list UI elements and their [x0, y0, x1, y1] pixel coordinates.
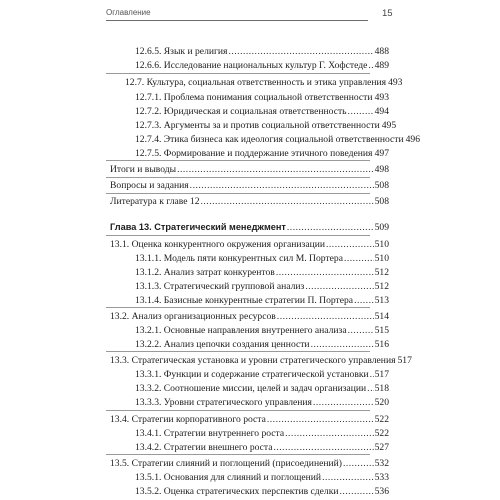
- toc-entry-page: 512: [374, 281, 389, 292]
- toc-dot-leader: [267, 413, 374, 426]
- toc-entry-title: 13.3.1. Функции и содержание стратегической установки: [135, 369, 369, 380]
- toc-entry-page: 494: [374, 106, 389, 117]
- toc-dot-leader: [190, 179, 374, 192]
- toc-entry-title: 13.1.3. Стратегический групповой анализ: [135, 281, 305, 292]
- toc-entry: [110, 163, 389, 176]
- toc-entry: [135, 147, 389, 160]
- toc-entry-page: 522: [374, 414, 389, 425]
- toc-entry: [110, 195, 389, 208]
- toc-entry-page: 516: [374, 339, 389, 350]
- toc-dot-leader: [277, 310, 374, 323]
- toc-entry-page: 508: [374, 196, 389, 207]
- toc-entry-page: 495: [381, 120, 397, 131]
- toc-separator: [106, 235, 370, 236]
- toc-entry: [135, 338, 389, 351]
- toc-entry-title: 13.3.2. Соотношение миссии, целей и задач организации: [135, 383, 367, 394]
- toc-entry-title: 12.7. Культура, социальная ответственность и этика управления: [125, 77, 387, 88]
- toc-dot-leader: [311, 338, 374, 351]
- toc-entry-title: 13.5.1. Основания для слияний и поглощений: [135, 472, 322, 483]
- toc-entry-page: 514: [374, 311, 389, 322]
- toc-entry-page: 510: [374, 253, 389, 264]
- toc-dot-leader: [326, 238, 374, 251]
- toc-entry-title: 13.3. Стратегическая установка и уровни стратегического управления: [110, 355, 396, 366]
- toc-entry-title: Литература к главе 12: [110, 196, 200, 207]
- toc-entry: [110, 310, 389, 323]
- page-number: 15: [382, 8, 393, 19]
- toc-dot-leader: [322, 471, 374, 484]
- toc-entry-title: Глава 13. Стратегический менеджмент: [110, 222, 286, 232]
- toc-entry-title: Вопросы и задания: [110, 180, 189, 191]
- toc-separator: [106, 160, 370, 161]
- toc-entry: [125, 76, 403, 89]
- toc-entry-page: 488: [374, 46, 389, 57]
- toc-entry: [135, 427, 389, 440]
- toc-entry-title: 12.7.3. Аргументы за и против социальной ответственности: [135, 120, 380, 131]
- toc-entry-page: 512: [374, 267, 389, 278]
- toc-entry: [135, 485, 389, 498]
- toc-entry: [110, 354, 412, 367]
- toc-entry-page: 533: [374, 472, 389, 483]
- toc-dot-leader: [305, 280, 373, 293]
- toc-dot-leader: [368, 59, 373, 72]
- toc-entry-page: 517: [374, 369, 389, 380]
- toc-dot-leader: [201, 195, 374, 208]
- toc-entry-page: 493: [374, 92, 389, 103]
- toc-entry-title: Итоги и выводы: [110, 164, 177, 175]
- toc-entry-title: 13.3.3. Уровни стратегического управления: [135, 397, 312, 408]
- toc-entry-page: 513: [374, 295, 389, 306]
- toc-dot-leader: [228, 45, 373, 58]
- toc-entry-title: 13.2. Анализ организационных ресурсов: [110, 311, 276, 322]
- toc-separator: [106, 193, 370, 194]
- toc-entry-title: 12.7.4. Этика бизнеса как идеология социальной ответственности: [135, 134, 404, 145]
- toc-entry: [135, 59, 389, 72]
- toc-entry: [135, 252, 389, 265]
- toc-entry-page: 532: [374, 458, 389, 469]
- toc-dot-leader: [367, 382, 373, 395]
- toc-dot-leader: [348, 324, 374, 337]
- toc-entry-page: 508: [374, 180, 389, 191]
- toc-separator: [106, 410, 370, 411]
- toc-entry: [110, 238, 389, 251]
- toc-separator: [106, 73, 370, 74]
- toc-entry-title: 12.7.5. Формирование и поддержание этичного поведения: [135, 148, 373, 159]
- toc-entry-page: 510: [374, 239, 389, 250]
- toc-entry-title: 13.2.1. Основные направления внутреннего анализа: [135, 325, 347, 336]
- toc-entry-page: 498: [374, 164, 389, 175]
- toc-separator: [106, 307, 370, 308]
- toc-entry: [110, 413, 389, 426]
- toc-entry-title: 12.6.5. Язык и религия: [135, 46, 228, 57]
- toc-dot-leader: [177, 163, 374, 176]
- toc-entry: [110, 457, 389, 470]
- toc-entry: [135, 368, 389, 381]
- toc-entry: [135, 280, 389, 293]
- toc-entry-page: 509: [374, 222, 389, 233]
- toc-dot-leader: [273, 441, 373, 454]
- toc-entry: [135, 45, 389, 58]
- toc-entry-title: 13.4. Стратегии корпоративного роста: [110, 414, 266, 425]
- toc-dot-leader: [276, 266, 374, 279]
- toc-separator: [106, 351, 370, 352]
- toc-entry-title: 13.1.1. Модель пяти конкурентных сил М. Портера: [135, 253, 343, 264]
- toc-entry: [135, 91, 389, 104]
- header-title: Оглавление: [106, 8, 151, 17]
- toc-dot-leader: [348, 105, 374, 118]
- toc-entry: [135, 471, 389, 484]
- toc-entry-page: 496: [405, 134, 420, 145]
- toc-dot-leader: [287, 221, 374, 234]
- toc-separator: [106, 177, 370, 178]
- toc-entry: [135, 396, 389, 409]
- toc-dot-leader: [285, 427, 373, 440]
- toc-entry: [135, 382, 389, 395]
- toc-dot-leader: [370, 368, 374, 381]
- toc-separator: [106, 454, 370, 455]
- toc-chapter-entry: [110, 221, 389, 234]
- toc-dot-leader: [313, 396, 374, 409]
- toc-entry: [135, 441, 389, 454]
- toc-entry-page: 522: [374, 428, 389, 439]
- toc-entry-title: 13.2.2. Анализ цепочки создания ценности: [135, 339, 310, 350]
- toc-entry: [135, 266, 389, 279]
- toc-entry: [135, 324, 389, 337]
- toc-entry: [135, 133, 420, 146]
- toc-entry-page: 518: [374, 383, 389, 394]
- toc-entry-title: 13.1.4. Базисные конкурентные стратегии П. Портера: [135, 295, 354, 306]
- toc-entry-page: 493: [388, 77, 403, 88]
- toc-entry-title: 13.1. Оценка конкурентного окружения организации: [110, 239, 325, 250]
- toc-entry-page: 536: [374, 486, 389, 497]
- toc-entry-title: 13.1.2. Анализ затрат конкурентов: [135, 267, 275, 278]
- toc-dot-leader: [354, 294, 374, 307]
- toc-entry-page: 497: [374, 148, 389, 159]
- toc-entry-title: 12.7.1. Проблема понимания социальной ответственности: [135, 92, 373, 103]
- toc-entry-page: 489: [374, 60, 389, 71]
- toc-entry: [110, 179, 389, 192]
- toc-entry-title: 13.5.2. Оценка стратегических перспектив сделки: [135, 486, 339, 497]
- toc-entry-page: 515: [374, 325, 389, 336]
- toc-entry-page: 520: [374, 397, 389, 408]
- toc-entry-title: 13.4.2. Стратегии внешнего роста: [135, 442, 273, 453]
- toc-dot-leader: [339, 485, 373, 498]
- toc-entry-page: 527: [374, 442, 389, 453]
- toc-entry-title: 13.5. Стратегии слияний и поглощений (присоединений): [110, 458, 342, 469]
- toc-entry-title: 12.7.2. Юридическая и социальная ответственность: [135, 106, 347, 117]
- toc-entry: [135, 105, 389, 118]
- toc-entry: [135, 294, 389, 307]
- toc-dot-leader: [343, 457, 374, 470]
- toc-dot-leader: [344, 252, 374, 265]
- toc-entry-page: 517: [397, 355, 412, 366]
- toc-entry: [135, 119, 397, 132]
- toc-entry-title: 12.6.6. Исследование национальных культур Г. Хофстеде: [135, 60, 368, 71]
- toc-entry-title: 13.4.1. Стратегии внутреннего роста: [135, 428, 285, 439]
